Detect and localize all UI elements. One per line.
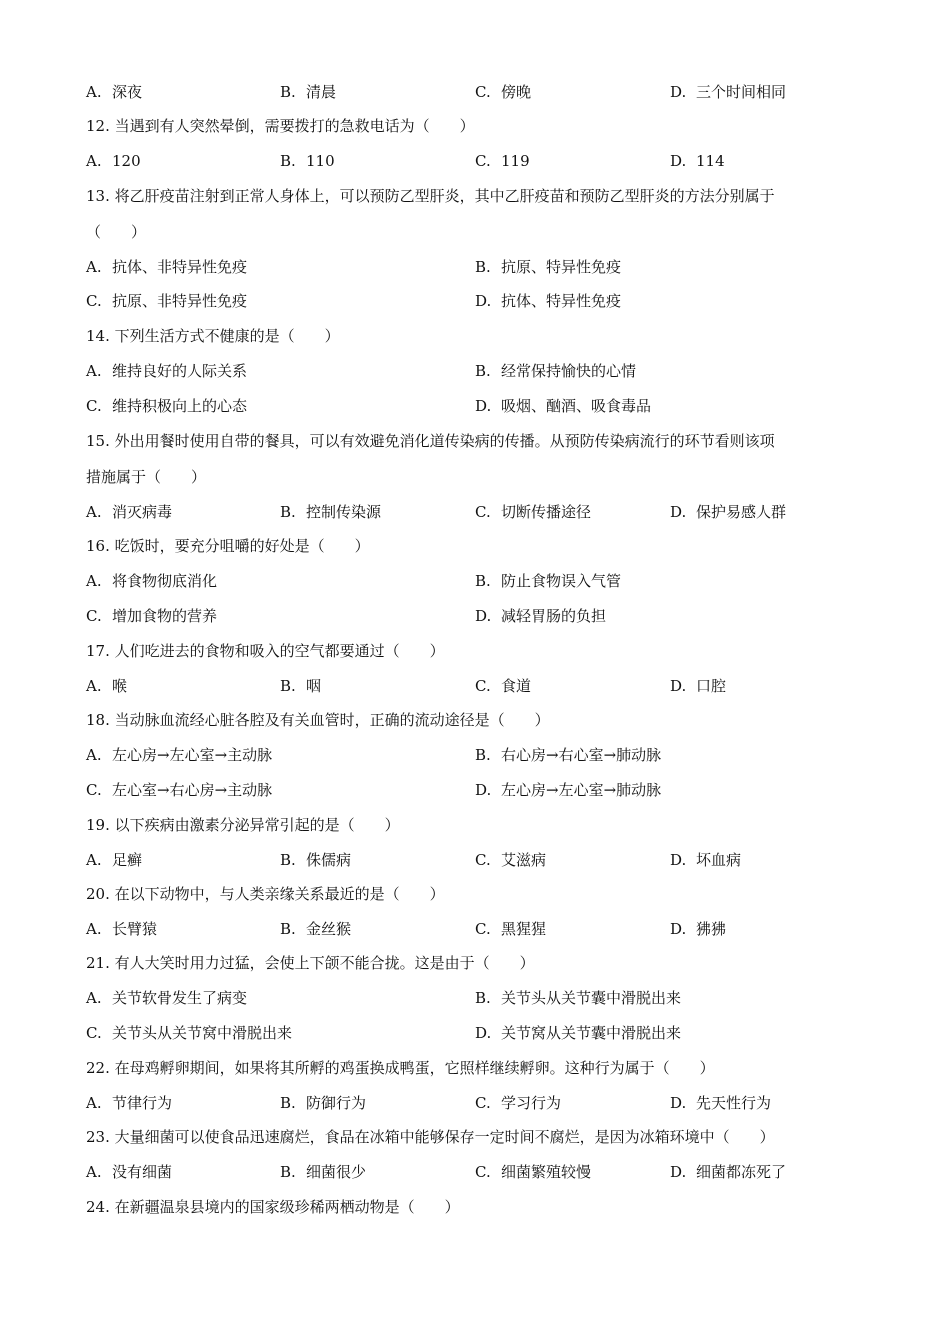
q12-stem: 12. 当遇到有人突然晕倒，需要拨打的急救电话为（ ） xyxy=(86,117,475,135)
q16-option-a: A. 将食物彻底消化 xyxy=(86,572,218,590)
q23-option-b: B. 细菌很少 xyxy=(280,1163,367,1181)
q12-option-c: C. 119 xyxy=(475,152,530,170)
q16-options-row2 xyxy=(86,605,866,627)
q15-option-a: A. 消灭病毒 xyxy=(86,503,173,521)
q11-option-a: A. 深夜 xyxy=(86,83,143,101)
q19-stem: 19. 以下疾病由激素分泌异常引起的是（ ） xyxy=(86,816,400,834)
q22-option-c: C. 学习行为 xyxy=(475,1094,562,1112)
q14-stem: 14. 下列生活方式不健康的是（ ） xyxy=(86,327,340,345)
q19-option-c: C. 艾滋病 xyxy=(475,851,547,869)
q24-stem: 24. 在新疆温泉县境内的国家级珍稀两栖动物是（ ） xyxy=(86,1198,460,1216)
q22-option-a: A. 节律行为 xyxy=(86,1094,173,1112)
q19-options xyxy=(86,849,866,871)
q16-option-c: C. 增加食物的营养 xyxy=(86,607,218,625)
q18-options-row1 xyxy=(86,744,866,766)
q14-option-a: A. 维持良好的人际关系 xyxy=(86,362,248,380)
q11-option-b: B. 清晨 xyxy=(280,83,337,101)
q13-option-b: B. 抗原、特异性免疫 xyxy=(475,258,622,276)
q21-option-b: B. 关节头从关节囊中滑脱出来 xyxy=(475,989,682,1007)
q14-option-c: C. 维持积极向上的心态 xyxy=(86,397,248,415)
q22-option-b: B. 防御行为 xyxy=(280,1094,367,1112)
q17-option-d: D. 口腔 xyxy=(670,677,727,695)
q23-option-c: C. 细菌繁殖较慢 xyxy=(475,1163,592,1181)
q20-option-a: A. 长臂猿 xyxy=(86,920,158,938)
q14-options-row2 xyxy=(86,395,866,417)
q13-option-d: D. 抗体、特异性免疫 xyxy=(475,292,622,310)
q20-stem: 20. 在以下动物中，与人类亲缘关系最近的是（ ） xyxy=(86,885,445,903)
q15-stem-line2: 措施属于（ ） xyxy=(86,468,207,486)
q12-options xyxy=(86,150,866,172)
q13-stem-line2: （ ） xyxy=(86,223,147,241)
q11-options xyxy=(86,81,866,103)
q21-options-row2 xyxy=(86,1022,866,1044)
q20-option-b: B. 金丝猴 xyxy=(280,920,352,938)
q19-option-b: B. 侏儒病 xyxy=(280,851,352,869)
q17-option-b: B. 咽 xyxy=(280,677,322,695)
q14-option-b: B. 经常保持愉快的心情 xyxy=(475,362,637,380)
q17-stem: 17. 人们吃进去的食物和吸入的空气都要通过（ ） xyxy=(86,642,445,660)
q23-option-d: D. 细菌都冻死了 xyxy=(670,1163,787,1181)
q14-option-d: D. 吸烟、酗酒、吸食毒品 xyxy=(475,397,652,415)
q13-options-row1 xyxy=(86,256,866,278)
q12-option-d: D. 114 xyxy=(670,152,725,170)
q16-option-d: D. 减轻胃肠的负担 xyxy=(475,607,607,625)
q13-options-row2 xyxy=(86,290,866,312)
q22-option-d: D. 先天性行为 xyxy=(670,1094,772,1112)
q11-option-c: C. 傍晚 xyxy=(475,83,532,101)
q17-option-a: A. 喉 xyxy=(86,677,128,695)
q23-stem: 23. 大量细菌可以使食品迅速腐烂，食品在冰箱中能够保存一定时间不腐烂，是因为冰箱环境中（ ） xyxy=(86,1128,775,1146)
q21-option-c: C. 关节头从关节窝中滑脱出来 xyxy=(86,1024,293,1042)
q17-option-c: C. 食道 xyxy=(475,677,532,695)
q16-option-b: B. 防止食物误入气管 xyxy=(475,572,622,590)
q15-stem-line1: 15. 外出用餐时使用自带的餐具，可以有效避免消化道传染病的传播。从预防传染病流行的环节看则该项 xyxy=(86,432,775,450)
q15-options xyxy=(86,501,866,523)
q13-option-c: C. 抗原、非特异性免疫 xyxy=(86,292,248,310)
q16-stem: 16. 吃饭时，要充分咀嚼的好处是（ ） xyxy=(86,537,370,555)
q23-option-a: A. 没有细菌 xyxy=(86,1163,173,1181)
q22-options xyxy=(86,1092,866,1114)
q18-stem: 18. 当动脉血流经心脏各腔及有关血管时，正确的流动途径是（ ） xyxy=(86,711,550,729)
q20-options xyxy=(86,918,866,940)
q18-option-c: C. 左心室→右心房→主动脉 xyxy=(86,781,273,799)
q18-option-a: A. 左心房→左心室→主动脉 xyxy=(86,746,273,764)
q12-option-b: B. 110 xyxy=(280,152,335,170)
q19-option-a: A. 足癣 xyxy=(86,851,143,869)
q12-option-a: A. 120 xyxy=(86,152,141,170)
q22-stem: 22. 在母鸡孵卵期间，如果将其所孵的鸡蛋换成鸭蛋，它照样继续孵卵。这种行为属于（ ） xyxy=(86,1059,715,1077)
q15-option-d: D. 保护易感人群 xyxy=(670,503,787,521)
q21-options-row1 xyxy=(86,987,866,1009)
q21-option-d: D. 关节窝从关节囊中滑脱出来 xyxy=(475,1024,682,1042)
q19-option-d: D. 坏血病 xyxy=(670,851,742,869)
q18-options-row2 xyxy=(86,779,866,801)
q21-option-a: A. 关节软骨发生了病变 xyxy=(86,989,248,1007)
q11-option-d: D. 三个时间相同 xyxy=(670,83,787,101)
q20-option-c: C. 黑猩猩 xyxy=(475,920,547,938)
q16-options-row1 xyxy=(86,570,866,592)
q21-stem: 21. 有人大笑时用力过猛，会使上下颌不能合拢。这是由于（ ） xyxy=(86,954,535,972)
q18-option-d: D. 左心房→左心室→肺动脉 xyxy=(475,781,662,799)
q18-option-b: B. 右心房→右心室→肺动脉 xyxy=(475,746,662,764)
q23-options xyxy=(86,1161,866,1183)
q13-option-a: A. 抗体、非特异性免疫 xyxy=(86,258,248,276)
q15-option-b: B. 控制传染源 xyxy=(280,503,382,521)
q14-options-row1 xyxy=(86,360,866,382)
q20-option-d: D. 狒狒 xyxy=(670,920,727,938)
q13-stem-line1: 13. 将乙肝疫苗注射到正常人身体上，可以预防乙型肝炎，其中乙肝疫苗和预防乙型肝炎的方法分别属于 xyxy=(86,187,775,205)
q17-options xyxy=(86,675,866,697)
q15-option-c: C. 切断传播途径 xyxy=(475,503,592,521)
